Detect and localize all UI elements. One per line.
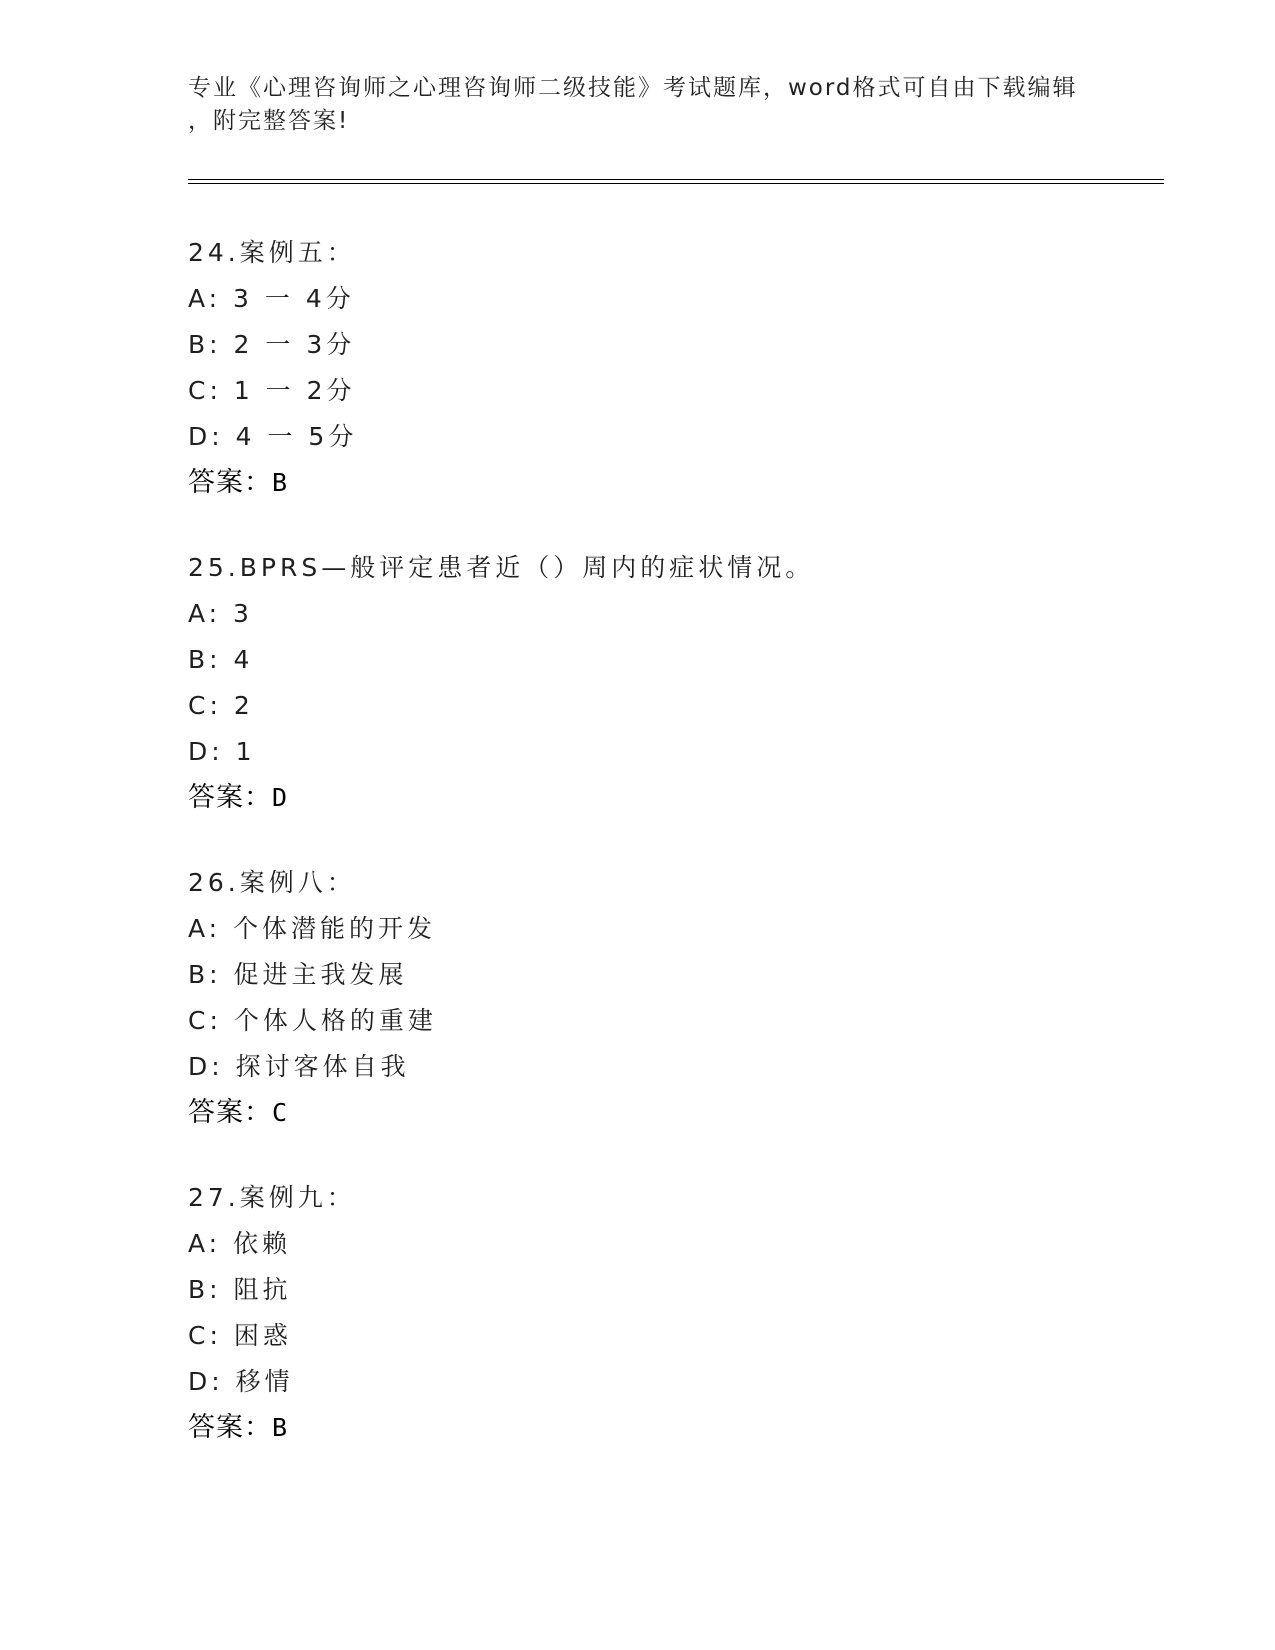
answer-line	[188, 460, 1138, 506]
answer-value: B	[272, 1413, 289, 1442]
option-c: C: 困惑	[188, 1321, 292, 1350]
option-c: C: 2	[188, 691, 254, 720]
answer-value: B	[272, 468, 289, 497]
option-a: A: 个体潜能的开发	[188, 914, 437, 943]
question-stem: 24.案例五：	[188, 238, 356, 267]
answer-value: C	[272, 1098, 289, 1127]
answer-line	[188, 1405, 1138, 1451]
question-26	[188, 860, 1138, 1136]
option-d: D: 4 一 5分	[188, 422, 358, 451]
option-d: D: 探讨客体自我	[188, 1052, 410, 1081]
question-stem: 27.案例九：	[188, 1183, 356, 1212]
answer-label: 答案：	[188, 1412, 272, 1443]
answer-line	[188, 775, 1138, 821]
option-c: C: 1 一 2分	[188, 376, 356, 405]
answer-label: 答案：	[188, 1097, 272, 1128]
question-stem: 25.BPRS—般评定患者近（）周内的症状情况。	[188, 553, 815, 582]
option-c: C: 个体人格的重建	[188, 1006, 437, 1035]
option-a: A: 依赖	[188, 1229, 292, 1258]
option-b: B: 4	[188, 645, 254, 674]
question-25	[188, 545, 1138, 821]
option-b: B: 促进主我发展	[188, 960, 408, 989]
question-27	[188, 1175, 1138, 1451]
option-d: D: 移情	[188, 1367, 294, 1396]
option-d: D: 1	[188, 737, 256, 766]
option-b: B: 2 一 3分	[188, 330, 356, 359]
option-a: A: 3	[188, 599, 253, 628]
option-b: B: 阻抗	[188, 1275, 292, 1304]
option-a: A: 3 一 4分	[188, 284, 355, 313]
answer-value: D	[272, 783, 289, 812]
header-line-2: ，附完整答案!	[188, 108, 350, 134]
header-line-1: 专业《心理咨询师之心理咨询师二级技能》考试题库，word格式可自由下载编辑	[188, 75, 1078, 101]
answer-line	[188, 1090, 1138, 1136]
document-header	[188, 72, 1088, 138]
header-divider	[188, 179, 1164, 184]
question-stem: 26.案例八：	[188, 868, 356, 897]
answer-label: 答案：	[188, 782, 272, 813]
question-24	[188, 230, 1138, 506]
answer-label: 答案：	[188, 467, 272, 498]
